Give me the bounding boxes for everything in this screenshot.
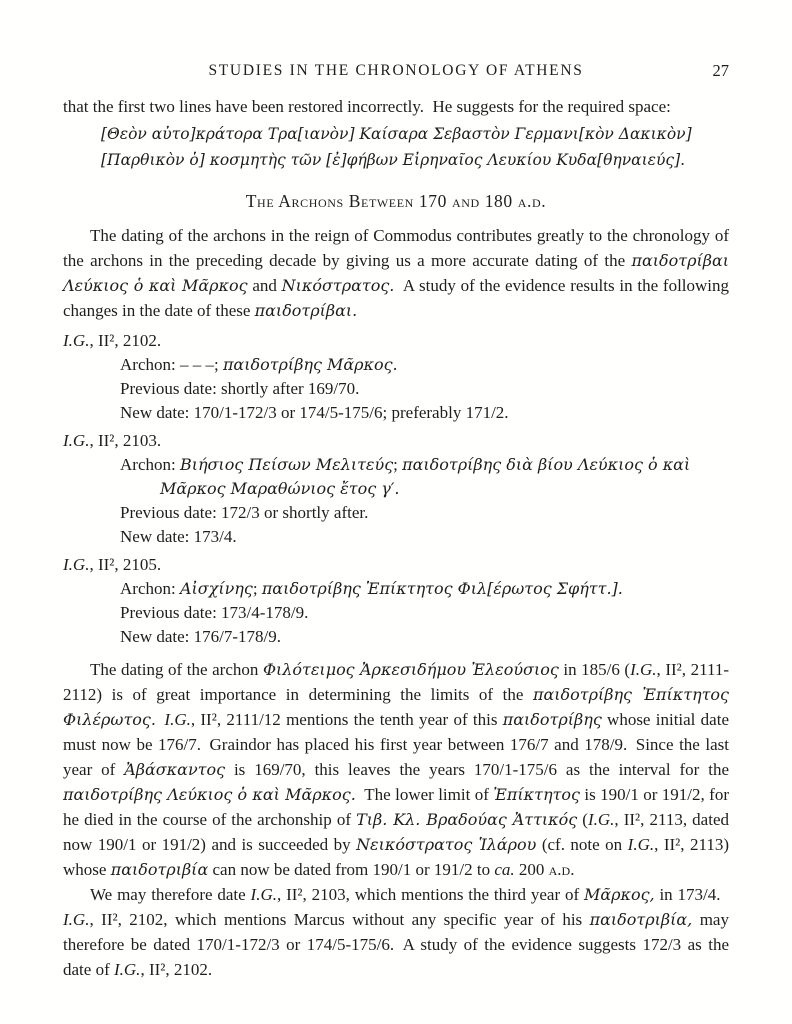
greek-inscription (101, 121, 729, 173)
greek-inscription-line-1: [Θεὸν αὐτο]κράτορα Τρα[ιανὸν] Καίσαρα Σεβαστὸν Γερμανι[κὸν Δακικὸν] (101, 125, 692, 143)
ig-entry-list (63, 329, 729, 649)
ig-entry-2103 (63, 429, 729, 549)
ig-entry-2105 (63, 553, 729, 649)
greek-inscription-line-2: [Παρθικὸν ὁ] κοσμητὴς τῶν [ἐ]φήβων Εἰρηναῖος Λευκίου Κυδα[θηναιεύς]. (101, 151, 686, 169)
entry-previous-date: Previous date: 172/3 or shortly after. (120, 503, 369, 522)
discussion-paragraph: The dating of the archon Φιλότειμος Ἀρκεσιδήμου Ἐλεούσιος in 185/6 (I.G., II², 2111-2112) is of great importance in determining the limits of the παιδοτρίβης Ἐπίκτητος Φιλέρωτος. I.G., II², 2111/12 mentions the tenth year of this παιδοτρίβης whose initial date must now be 176/7. Graindor has placed his first year between 176/7 and 178/9. Since the last year of Ἀβάσκαντος is 169/70, this leaves the years 170/1-175/6 as the interval for the παιδοτρίβης Λεύκιος ὁ καὶ Μᾶρκος. The lower limit of Ἐπίκτητος is 190/1 or 191/2, for he died in the course of the archonship of Τιβ. Κλ. Βραδούας Ἀττικός (I.G., II², 2113, dated now 190/1 or 191/2) and is succeeded by Νεικόστρατος Ἱλάρου (cf. note on I.G., II², 2113) whose παιδοτριβία can now be dated from 190/1 or 191/2 to ca. 200 a.d. (63, 660, 730, 879)
section-heading: The Archons Between 170 and 180 a.d. (245, 191, 547, 211)
entry-archon-line: Archon: Αἰσχίνης; παιδοτρίβης Ἐπίκτητος Φιλ[έρωτος Σφήττ.]. (120, 579, 623, 598)
entry-previous-date: Previous date: shortly after 169/70. (120, 379, 360, 398)
section-lead-paragraph: The dating of the archons in the reign of Commodus contributes greatly to the chronology of the archons in the preceding decade by giving us a more accurate dating of the παιδοτρίβαι Λεύκιος ὁ καὶ Μᾶρκος and Νικόστρατος. A study of the evidence results in the following changes in the date of these παιδοτρίβαι. (63, 226, 730, 320)
entry-archon-line: Archon: – – –; παιδοτρίβης Μᾶρκος. (120, 355, 398, 374)
entry-archon-line: Archon: Βιήσιος Πείσων Μελιτεύς; παιδοτρίβης διὰ βίου Λεύκιος ὁ καὶ Μᾶρκος Μαραθώνιος ἔτος γ′. (120, 455, 691, 498)
entry-new-date: New date: 176/7-178/9. (120, 627, 281, 646)
entry-reference: I.G., II², 2103. (63, 431, 162, 450)
entry-previous-date: Previous date: 173/4-178/9. (120, 603, 309, 622)
page-header (63, 0, 729, 80)
ig-entry-2102 (63, 329, 729, 425)
entry-reference: I.G., II², 2105. (63, 555, 162, 574)
running-head: STUDIES IN THE CHRONOLOGY OF ATHENS (208, 62, 584, 79)
entry-reference: I.G., II², 2102. (63, 331, 162, 350)
entry-new-date: New date: 173/4. (120, 527, 237, 546)
entry-new-date: New date: 170/1-172/3 or 174/5-175/6; preferably 171/2. (120, 403, 509, 422)
conclusion-paragraph: We may therefore date I.G., II², 2103, which mentions the third year of Μᾶρκος, in 173/4. I.G., II², 2102, which mentions Marcus without any specific year of his παιδοτριβία, may therefore be dated 170/1-172/3 or 174/5-175/6. A study of the evidence suggests 172/3 as the date of I.G., II², 2102. (63, 885, 729, 979)
page-number: 27 (712, 61, 729, 80)
intro-paragraph: that the first two lines have been restored incorrectly. He suggests for the required space: (63, 97, 671, 116)
